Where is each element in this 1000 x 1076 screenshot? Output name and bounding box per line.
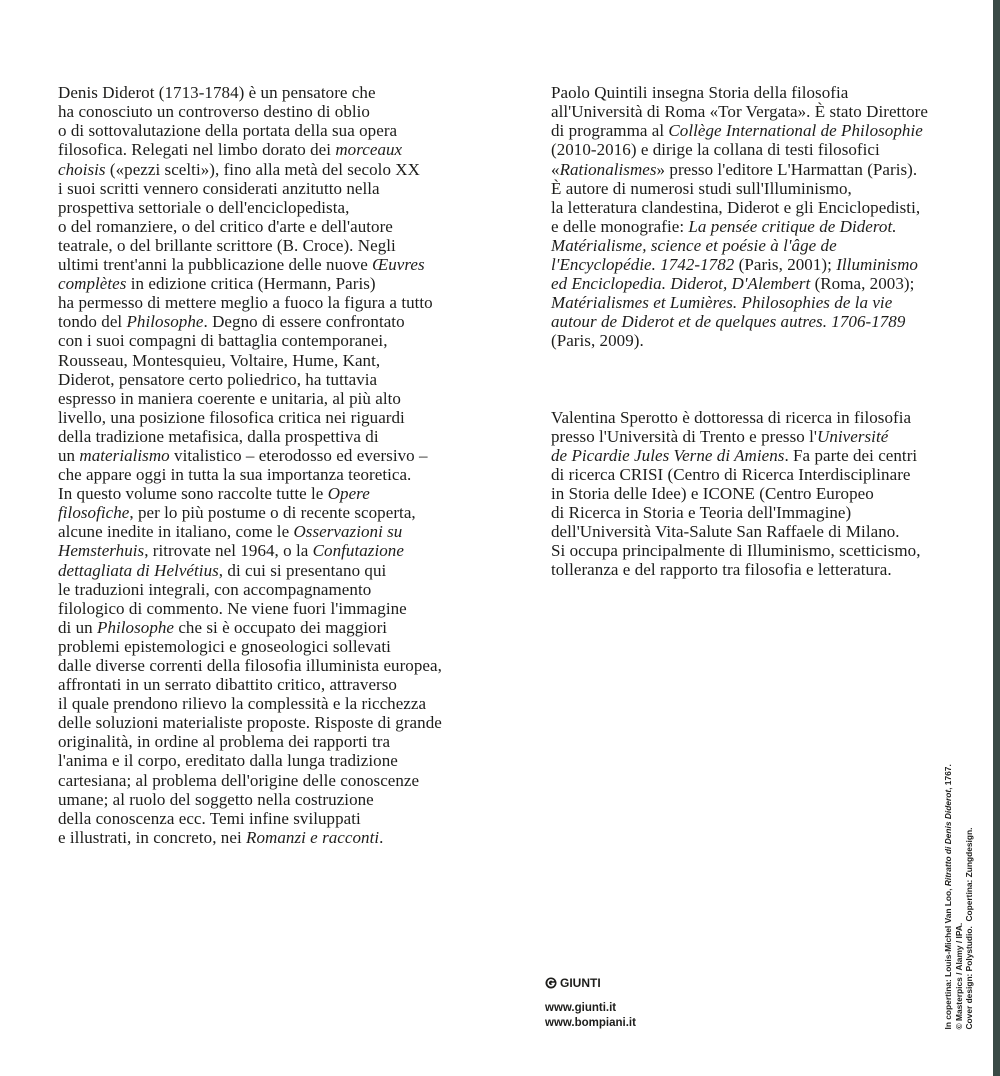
italic-run: Rationalismes bbox=[559, 159, 657, 179]
publisher-name: GIUNTI bbox=[560, 976, 601, 990]
spine-edge bbox=[993, 0, 1000, 1076]
text-run: Paolo Quintili insegna Storia della filosofia all'Università di Roma «Tor Vergata». È stato Direttore di programma al bbox=[551, 83, 928, 141]
text-run: Denis Diderot (1713-1784) è un pensatore che ha conosciuto un controverso destino di oblio o di sottovalutazione della portata della sua opera filosofica. Relegati nel limbo dorato dei bbox=[58, 83, 398, 160]
text-run: , per lo più postume o di recente scoperta, alcune inedite in italiano, come le bbox=[58, 503, 416, 542]
italic-run: Œuvres complètes bbox=[58, 255, 425, 294]
giunti-logo-icon bbox=[545, 977, 557, 989]
italic-run: Université de Picardie Jules Verne di Amiens bbox=[551, 426, 889, 465]
text-run: Valentina Sperotto è dottoressa di ricerca in filosofia presso l'Università di Trento e presso l' bbox=[551, 407, 912, 446]
italic-run: Confutazione dettagliata di Helvétius bbox=[58, 541, 404, 580]
text-run: (Paris, 2009). bbox=[551, 331, 644, 351]
text-run: che si è occupato dei maggiori problemi epistemologici e gnoseologici sollevati dalle diverse correnti della filosofia illuminista europea, affrontati in un serrato dibattito critico, attraverso il quale prendono rilievo la complessità e la ricchezza delle soluzioni materialiste proposte. Risposte di grande originalità, in ordine al problema dei rapporti tra l'anima e il corpo, ereditato dalla lunga tradizione cartesiana; al problema dell'origine delle conoscenze umane; al ruolo del soggetto nella costruzione della conoscenza ecc. Temi infine sviluppati e illustrati, in concreto, nei bbox=[58, 617, 442, 847]
text-run: (Roma, 2003); bbox=[814, 274, 915, 294]
text-run: , ritrovate nel 1964, o la bbox=[144, 541, 313, 561]
credit-line-photo: © Masterpics / Alamy / IPA. bbox=[953, 922, 964, 1029]
authors-column bbox=[551, 45, 928, 599]
description-column bbox=[58, 45, 442, 866]
text-run: in edizione critica (Hermann, Paris) ha permesso di mettere meglio a fuoco la figura a tutto tondo del bbox=[58, 274, 433, 332]
text-run: , di cui si presentano qui le traduzioni integrali, con accompagnamento filologico di commento. Ne viene fuori l'immagine di un bbox=[58, 560, 407, 637]
publisher-logo bbox=[545, 976, 601, 990]
text-run: . bbox=[379, 827, 384, 847]
italic-run: Illuminismo ed Enciclopedia. Diderot, D'Alembert bbox=[551, 255, 918, 294]
book-description bbox=[58, 83, 442, 847]
publisher-websites bbox=[545, 1001, 636, 1031]
credit-line-design: Cover design: Polystudio. Copertina: Zungdesign. bbox=[964, 827, 974, 1029]
cover-credits bbox=[943, 729, 975, 1029]
italic-run: La pensée critique de Diderot. Matérialisme, science et poésie à l'âge de l'Encyclopédie. 1742-1782 bbox=[551, 216, 897, 275]
text-run: (2010-2016) e dirige la collana di testi filosofici « bbox=[551, 140, 880, 179]
italic-run: Philosophe bbox=[97, 617, 175, 637]
italic-run: morceaux choisis bbox=[58, 140, 403, 179]
italic-run: Matérialismes et Lumières. Philosophies de la vie autour de Diderot et de quelques autres. 1706-1789 bbox=[551, 293, 906, 332]
author-bio-quintili bbox=[551, 83, 928, 350]
text-run: . Fa parte dei centri di ricerca CRISI (Centro di Ricerca Interdisciplinare in Storia delle Idee) e ICONE (Centro Europeo di Ricerca in Storia e Teoria dell'Immagine) dell'Università Vita-Salute San Raffaele di Milano. Si occupa principalmente di Illuminismo, scetticismo, tolleranza e del rapporto tra filosofia e letteratura. bbox=[551, 445, 921, 580]
italic-run: Opere filosofiche bbox=[58, 484, 370, 523]
credit-line-cover: In copertina: Louis-Michel Van Loo, Ritratto di Denis Diderot, 1767. bbox=[943, 763, 953, 1029]
italic-run: materialismo bbox=[79, 445, 170, 465]
text-run: vitalistico – eterodosso ed eversivo – che appare oggi in tutta la sua importanza teoretica. In questo volume sono raccolte tutte le bbox=[58, 445, 428, 504]
text-run: » presso l'editore L'Harmattan (Paris). È autore di numerosi studi sull'Illuminismo, la letteratura clandestina, Diderot e gli Enciclopedisti, e delle monografie: bbox=[551, 159, 921, 236]
text-run: . Degno di essere confrontato con i suoi compagni di battaglia contemporanei, Rousseau, Montesquieu, Voltaire, Hume, Kant, Diderot, pensatore certo poliedrico, ha tuttavia espresso in maniera coerente e unitaria, al più alto livello, una posizione filosofica critica nei riguardi della tradizione metafisica, dalla prospettiva di un bbox=[58, 312, 405, 465]
italic-run: Romanzi e racconti bbox=[246, 827, 380, 847]
text-run: («pezzi scelti»), fino alla metà del secolo XX i suoi scritti vennero considerati anzitutto nella prospettiva settoriale o dell'enciclopedista, o del romanziere, o del critico d'arte e dell'autore teatrale, o del brillante scrittore (B. Croce). Negli ultimi trent'anni la pubblicazione delle nuove bbox=[58, 159, 420, 275]
text-run: (Paris, 2001); bbox=[734, 255, 837, 275]
italic-run: Collège International de Philosophie bbox=[668, 121, 923, 141]
website-link-giunti[interactable]: www.giunti.it bbox=[545, 1002, 617, 1014]
italic-run: Philosophe bbox=[126, 312, 204, 332]
italic-run: Osservazioni su Hemsterhuis bbox=[58, 522, 403, 561]
website-link-bompiani[interactable]: www.bompiani.it bbox=[545, 1017, 636, 1029]
author-bio-sperotto bbox=[551, 408, 928, 580]
